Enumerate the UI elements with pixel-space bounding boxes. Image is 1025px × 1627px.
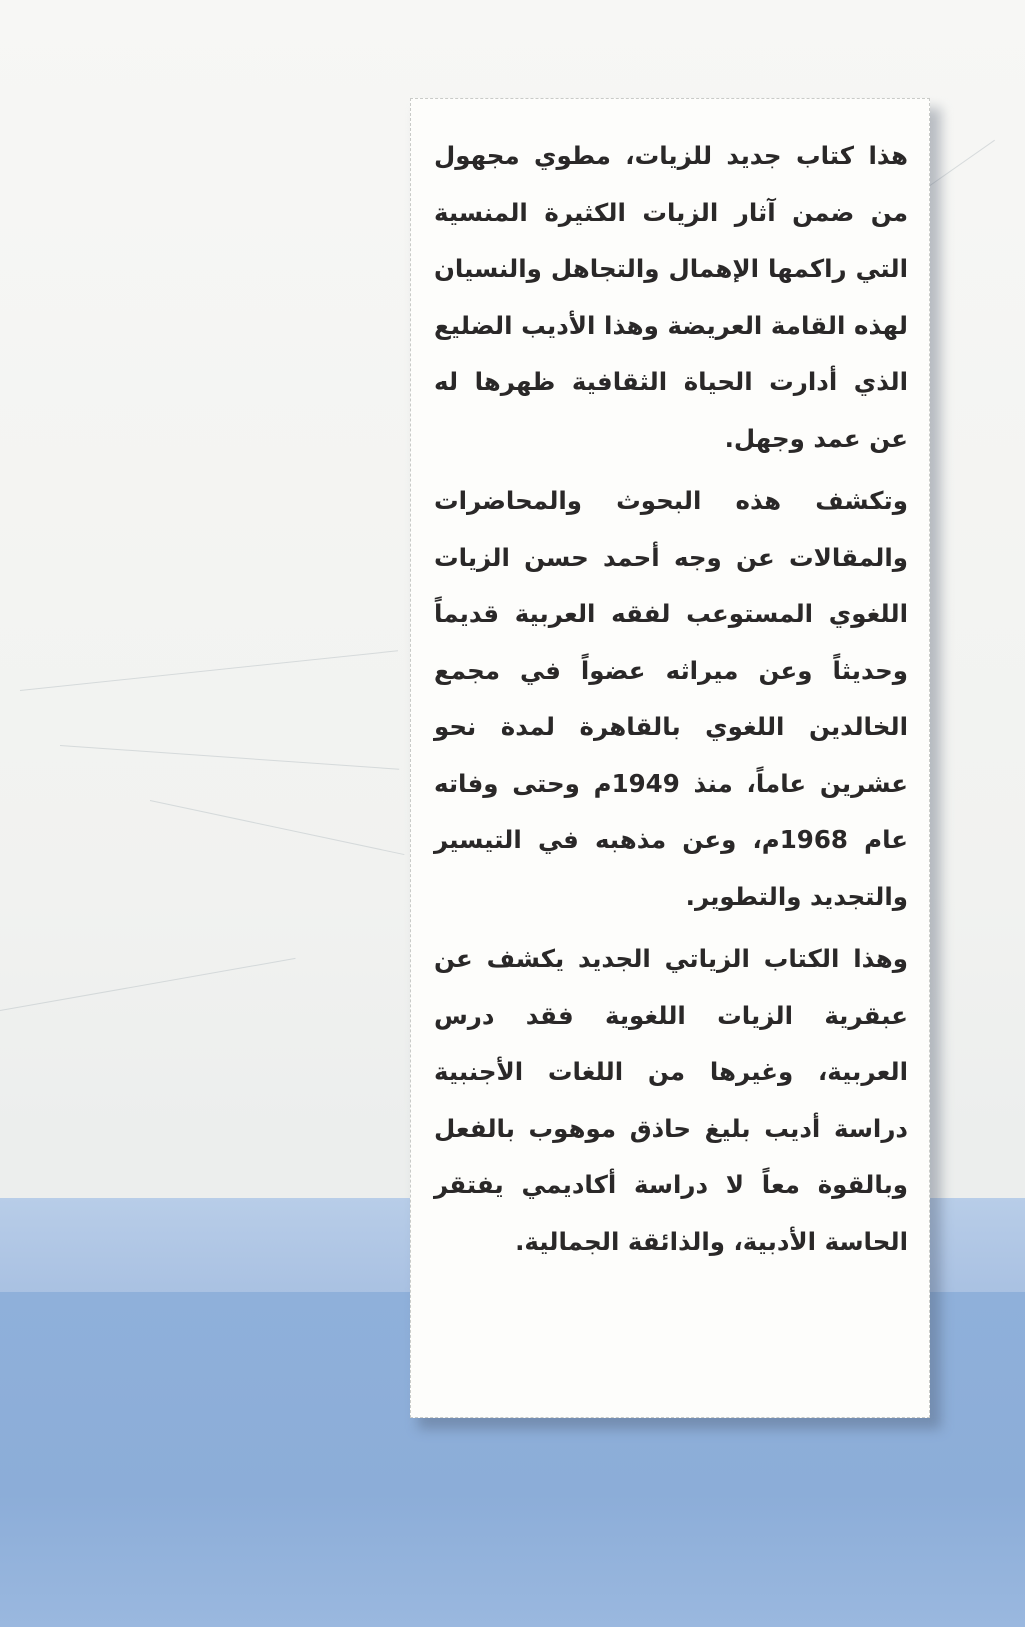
paper-crease [150, 800, 405, 855]
paper-crease [0, 958, 296, 1011]
blurb-paragraph-1: هذا كتاب جديد للزيات، مطوي مجهول من ضمن آثار الزيات الكثيرة المنسية التي راكمها الإهمال والتجاهل والنسيان لهذه القامة العريضة وهذا الأديب الضليع الذي أدارت الحياة الثقافية ظهرها له عن عمد وجهل. [434, 141, 908, 453]
blurb-paragraph-2: وتكشف هذه البحوث والمحاضرات والمقالات عن وجه أحمد حسن الزيات اللغوي المستوعب لفقه العربية قديماً وحديثاً وعن ميراثه عضواً في مجمع الخالدين اللغوي بالقاهرة لمدة نحو عشرين عاماً، منذ 1949م وحتى وفاته عام 1968م، وعن مذهبه في التيسير والتجديد والتطوير. [434, 486, 908, 911]
blurb-text [434, 128, 908, 1276]
paper-crease [20, 650, 398, 691]
blurb-paragraph-3: وهذا الكتاب الزياتي الجديد يكشف عن عبقرية الزيات اللغوية فقد درس العربية، وغيرها من اللغات الأجنبية دراسة أديب بليغ حاذق موهوب بالفعل وبالقوة معاً لا دراسة أكاديمي يفتقر الحاسة الأدبية، والذائقة الجمالية. [434, 944, 908, 1256]
paper-crease [60, 745, 399, 770]
